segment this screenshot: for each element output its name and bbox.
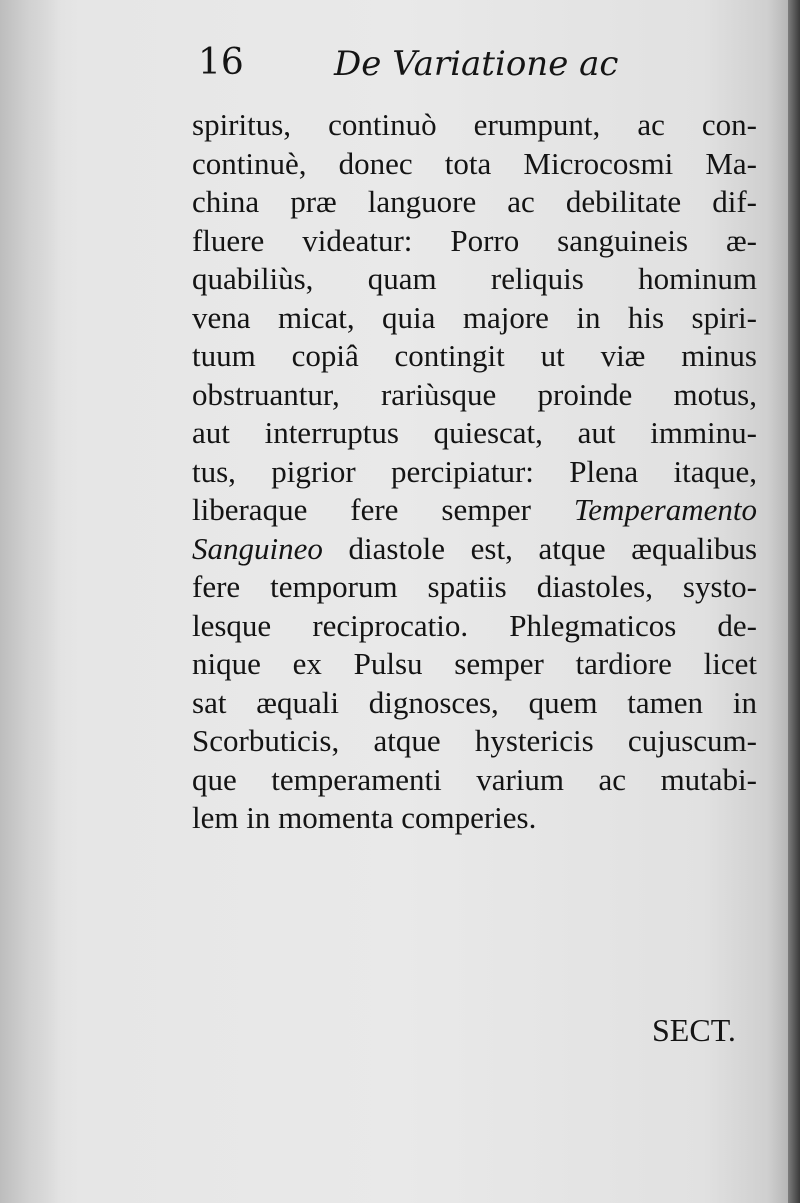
text-line: tus, pigrior percipiatur: Plena itaque, [192, 453, 757, 489]
italic-term: Sanguineo [192, 530, 323, 566]
text-line: obstruantur, rariùsque proinde motus, [192, 376, 757, 412]
text-line: fere temporum spatiis diastoles, systo- [192, 569, 757, 604]
text-line-with-italic [192, 491, 757, 530]
text-line: china præ languore ac debilitate dif- [192, 184, 757, 219]
text-line: Scorbuticis, atque hystericis cujuscum- [192, 723, 757, 758]
page-number: 16 [198, 42, 244, 83]
text-line: vena micat, quia majore in his spiri- [192, 299, 757, 335]
catchword: SECT. [652, 1012, 736, 1048]
text-line: sat æquali dignosces, quem tamen in [192, 684, 757, 720]
text-segment: liberaque fere semper [192, 492, 531, 527]
text-line: fluere videatur: Porro sanguineis æ- [192, 222, 757, 258]
text-line: spiritus, continuò erumpunt, ac con- [192, 107, 757, 142]
italic-term: Temperamento [573, 492, 757, 527]
text-line: que temperamenti varium ac mutabi- [192, 761, 757, 797]
text-line: nique ex Pulsu semper tardiore licet [192, 646, 757, 681]
running-head: De Variatione ac [334, 44, 619, 84]
text-line: lesque reciprocatio. Phlegmaticos de- [192, 607, 757, 643]
text-line: continuè, donec tota Microcosmi Ma- [192, 145, 757, 181]
text-line: tuum copiâ contingit ut viæ minus [192, 338, 757, 373]
text-line: lem in momenta comperies. [192, 800, 537, 835]
text-line: aut interruptus quiescat, aut imminu- [192, 415, 757, 450]
body-text [192, 106, 772, 838]
text-segment: diastole est, atque æqualibus [348, 530, 758, 566]
page-edge [788, 0, 800, 1203]
page-header [198, 42, 658, 90]
text-line-with-italic [192, 530, 757, 569]
binding-gutter [0, 0, 60, 1203]
text-line: quabiliùs, quam reliquis hominum [192, 261, 757, 296]
